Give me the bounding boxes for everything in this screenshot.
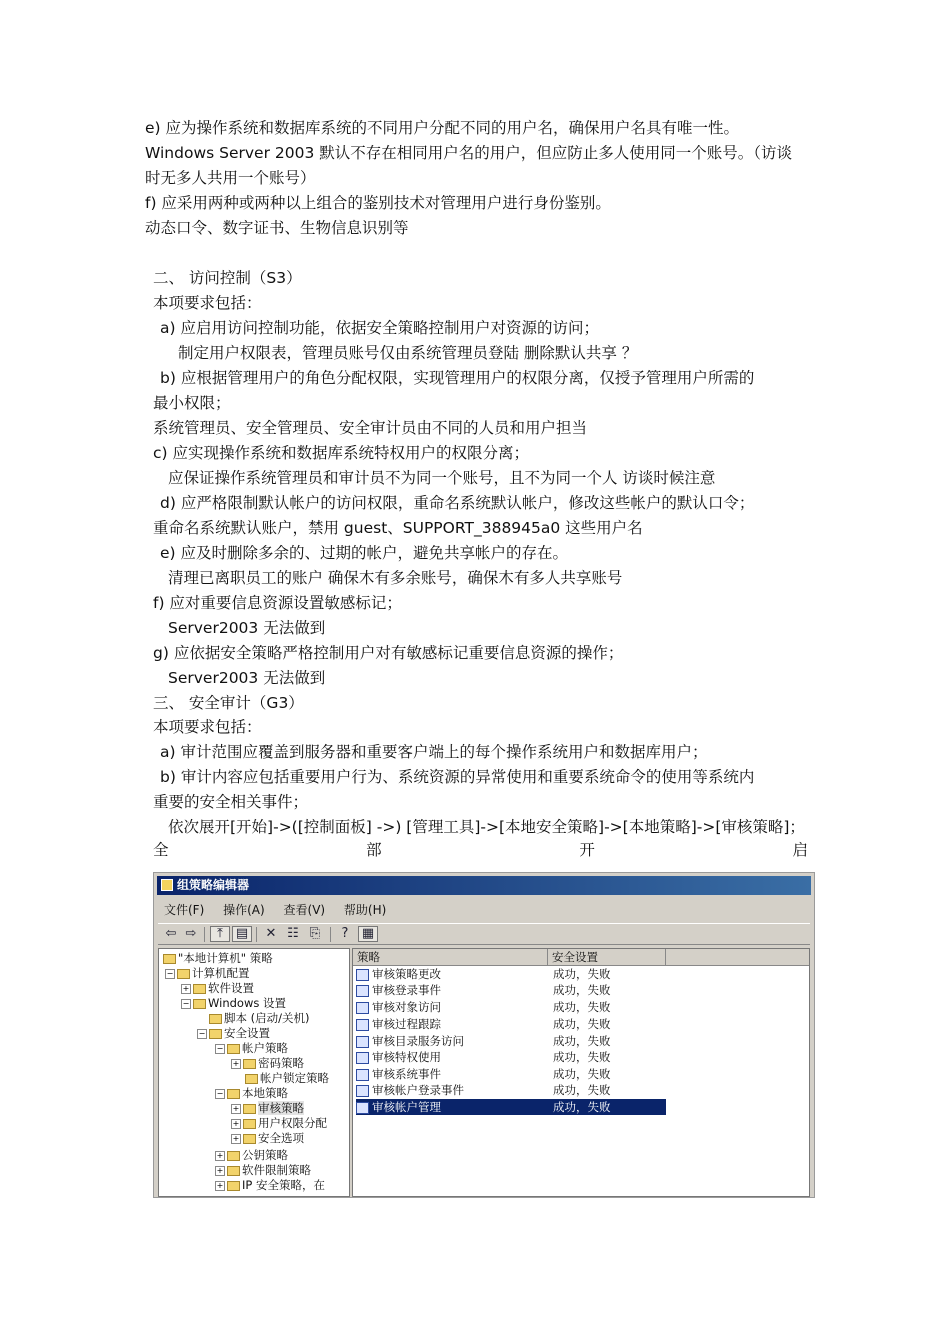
tree-item-computer-config[interactable]: − 计算机配置 bbox=[166, 966, 250, 980]
show-tree-icon[interactable]: ▤ bbox=[232, 926, 252, 942]
list-row-selected[interactable]: 审核帐户管理 成功，失败 bbox=[356, 1099, 666, 1115]
folder-icon bbox=[243, 1104, 256, 1114]
tree-item-ip-security[interactable]: + IP 安全策略，在 bbox=[216, 1178, 325, 1192]
list-row[interactable]: 审核帐户登录事件 成功，失败 bbox=[356, 1082, 666, 1098]
policy-item-icon bbox=[356, 1085, 369, 1097]
menu-view[interactable]: 查看(V) bbox=[283, 903, 326, 917]
folder-icon bbox=[227, 1166, 240, 1176]
policy-item-icon bbox=[356, 1002, 369, 1014]
tree-item-account-policy[interactable]: − 帐户策略 bbox=[216, 1041, 288, 1055]
group-policy-screenshot bbox=[153, 872, 815, 1198]
app-icon bbox=[161, 879, 173, 891]
tree-item-windows-settings[interactable]: − Windows 设置 bbox=[182, 996, 286, 1010]
text-line: f) 应对重要信息资源设置敏感标记； bbox=[153, 594, 402, 612]
forward-icon[interactable]: ⇨ bbox=[185, 926, 197, 941]
text-line: 动态口令、数字证书、生物信息识别等 bbox=[145, 219, 409, 237]
tree-item-password-policy[interactable]: + 密码策略 bbox=[232, 1056, 304, 1070]
column-header-policy[interactable]: 策略 bbox=[353, 949, 548, 965]
collapse-icon[interactable]: − bbox=[216, 1088, 224, 1098]
text-line: a) 审计范围应覆盖到服务器和重要客户端上的每个操作系统用户和数据库用户； bbox=[160, 743, 708, 761]
expand-icon[interactable]: + bbox=[182, 983, 190, 993]
text-line: 时无多人共用一个账号） bbox=[145, 169, 316, 187]
text-line: a) 应启用访问控制功能，依据安全策略控制用户对资源的访问； bbox=[160, 319, 599, 337]
list-row[interactable]: 审核系统事件 成功，失败 bbox=[356, 1066, 666, 1082]
justified-line bbox=[153, 840, 808, 860]
computer-icon bbox=[177, 969, 190, 979]
text-line: 依次展开[开始]->([控制面板] ->) [管理工具]->[本地安全策略]->[本地策略]->[审核策略]； bbox=[168, 818, 805, 836]
text-line: 系统管理员、安全管理员、安全审计员由不同的人员和用户担当 bbox=[153, 419, 588, 437]
word: 启 bbox=[792, 841, 808, 859]
folder-icon bbox=[227, 1089, 240, 1099]
tree-item-local-policy[interactable]: "本地计算机" 策略 bbox=[163, 951, 273, 966]
text-line: b) 应根据管理用户的角色分配权限，实现管理用户的权限分离，仅授予管理用户所需的 bbox=[160, 369, 755, 387]
folder-icon bbox=[227, 1151, 240, 1161]
tree-item-user-rights[interactable]: + 用户权限分配 bbox=[232, 1116, 327, 1130]
expand-icon[interactable]: + bbox=[216, 1150, 224, 1160]
list-row[interactable]: 审核特权使用 成功，失败 bbox=[356, 1049, 666, 1065]
menu-action[interactable]: 操作(A) bbox=[223, 903, 265, 917]
menu-help[interactable]: 帮助(H) bbox=[343, 903, 387, 917]
text-line: g) 应依据安全策略严格控制用户对有敏感标记重要信息资源的操作； bbox=[153, 644, 624, 662]
tree-item-local-policies[interactable]: − 本地策略 bbox=[216, 1086, 288, 1100]
folder-icon bbox=[245, 1074, 258, 1084]
window-titlebar bbox=[157, 876, 811, 895]
tree-item-security-settings[interactable]: − 安全设置 bbox=[198, 1026, 270, 1040]
policy-list bbox=[352, 948, 810, 1197]
policy-item-icon bbox=[356, 1019, 369, 1031]
list-row[interactable]: 审核对象访问 成功，失败 bbox=[356, 999, 666, 1015]
tree-item-software-settings[interactable]: + 软件设置 bbox=[182, 981, 254, 995]
expand-icon[interactable]: + bbox=[216, 1180, 224, 1190]
delete-icon[interactable]: ✕ bbox=[265, 926, 277, 941]
policy-item-icon bbox=[356, 1102, 369, 1114]
expand-icon[interactable]: + bbox=[232, 1133, 240, 1143]
text-line: f) 应采用两种或两种以上组合的鉴别技术对管理用户进行身份鉴别。 bbox=[145, 194, 611, 212]
script-icon bbox=[209, 1014, 222, 1024]
text-line: e) 应及时删除多余的、过期的帐户，避免共享帐户的存在。 bbox=[160, 544, 569, 562]
expand-icon[interactable]: + bbox=[216, 1165, 224, 1175]
policy-item-icon bbox=[356, 1052, 369, 1064]
tree-item-lockout-policy[interactable]: 帐户锁定策略 bbox=[245, 1071, 329, 1086]
back-icon[interactable]: ⇦ bbox=[165, 926, 177, 941]
view-icon[interactable]: ▦ bbox=[358, 926, 378, 942]
tree-item-scripts[interactable]: 脚本 (启动/关机) bbox=[209, 1011, 310, 1026]
export-icon[interactable]: ⎘ bbox=[309, 926, 321, 941]
text-line: Server2003 无法做到 bbox=[168, 669, 326, 687]
text-line: e) 应为操作系统和数据库系统的不同用户分配不同的用户名，确保用户名具有唯一性。 bbox=[145, 119, 740, 137]
text-line: d) 应严格限制默认帐户的访问权限，重命名系统默认帐户，修改这些帐户的默认口令； bbox=[160, 494, 755, 512]
text-line: 重命名系统默认账户，禁用 guest、SUPPORT_388945a0 这些用户名 bbox=[153, 519, 643, 537]
policy-item-icon bbox=[356, 1069, 369, 1081]
text-line: 清理已离职员工的账户 确保木有多余账号，确保木有多人共享账号 bbox=[168, 569, 623, 587]
policy-item-icon bbox=[356, 985, 369, 997]
collapse-icon[interactable]: − bbox=[166, 968, 174, 978]
tree-item-software-restriction[interactable]: + 软件限制策略 bbox=[216, 1163, 311, 1177]
up-folder-icon[interactable]: ⤒ bbox=[210, 926, 230, 942]
window-title: 组策略编辑器 bbox=[177, 878, 250, 892]
text-line: 重要的安全相关事件； bbox=[153, 793, 309, 811]
tree-item-audit-policy[interactable]: + 审核策略 bbox=[232, 1101, 304, 1115]
collapse-icon[interactable]: − bbox=[182, 998, 190, 1008]
word: 部 bbox=[366, 841, 382, 859]
policy-item-icon bbox=[356, 969, 369, 981]
collapse-icon[interactable]: − bbox=[198, 1028, 206, 1038]
tree-pane bbox=[158, 948, 350, 1197]
column-header-setting[interactable]: 安全设置 bbox=[548, 949, 666, 965]
text-line: 最小权限； bbox=[153, 394, 231, 412]
list-row[interactable]: 审核登录事件 成功，失败 bbox=[356, 982, 666, 998]
text-line: Windows Server 2003 默认不存在相同用户名的用户，但应防止多人使用同一个账号。（访谈 bbox=[145, 144, 792, 162]
menu-file[interactable]: 文件(F) bbox=[164, 903, 205, 917]
word: 全 bbox=[153, 841, 169, 859]
ip-icon bbox=[227, 1181, 240, 1191]
text-line: 本项要求包括： bbox=[153, 294, 262, 312]
section-heading: 三、 安全审计（G3） bbox=[153, 694, 304, 712]
properties-icon[interactable]: ☷ bbox=[287, 926, 299, 941]
tree-item-public-key[interactable]: + 公钥策略 bbox=[216, 1148, 288, 1162]
folder-icon bbox=[193, 984, 206, 994]
section-heading: 二、 访问控制（S3） bbox=[153, 269, 302, 287]
list-row[interactable]: 审核目录服务访问 成功，失败 bbox=[356, 1033, 666, 1049]
collapse-icon[interactable]: − bbox=[216, 1043, 224, 1053]
text-line: c) 应实现操作系统和数据库系统特权用户的权限分离； bbox=[153, 444, 529, 462]
policy-item-icon bbox=[356, 1036, 369, 1048]
word: 开 bbox=[579, 841, 595, 859]
policy-icon bbox=[163, 954, 176, 964]
menu-bar bbox=[164, 901, 401, 919]
list-row[interactable]: 审核过程跟踪 成功，失败 bbox=[356, 1016, 666, 1032]
expand-icon[interactable]: + bbox=[232, 1103, 240, 1113]
expand-icon[interactable]: + bbox=[232, 1058, 240, 1068]
folder-icon bbox=[243, 1059, 256, 1069]
help-icon[interactable]: ? bbox=[341, 926, 349, 941]
text-line: b) 审计内容应包括重要用户行为、系统资源的异常使用和重要系统命令的使用等系统内 bbox=[160, 768, 755, 786]
list-row[interactable]: 审核策略更改 成功，失败 bbox=[356, 966, 666, 982]
text-line: Server2003 无法做到 bbox=[168, 619, 326, 637]
list-header bbox=[353, 949, 809, 966]
text-line: 本项要求包括： bbox=[153, 718, 262, 736]
folder-icon bbox=[243, 1119, 256, 1129]
text-line: 制定用户权限表，管理员账号仅由系统管理员登陆 删除默认共享 ？ bbox=[178, 344, 638, 362]
text-line: 应保证操作系统管理员和审计员不为同一个账号，且不为同一个人 访谈时候注意 bbox=[168, 469, 716, 487]
expand-icon[interactable]: + bbox=[232, 1118, 240, 1128]
security-icon bbox=[209, 1029, 222, 1039]
folder-icon bbox=[243, 1134, 256, 1144]
toolbar bbox=[158, 923, 810, 945]
folder-icon bbox=[193, 999, 206, 1009]
folder-icon bbox=[227, 1044, 240, 1054]
tree-item-security-options[interactable]: + 安全选项 bbox=[232, 1131, 304, 1145]
